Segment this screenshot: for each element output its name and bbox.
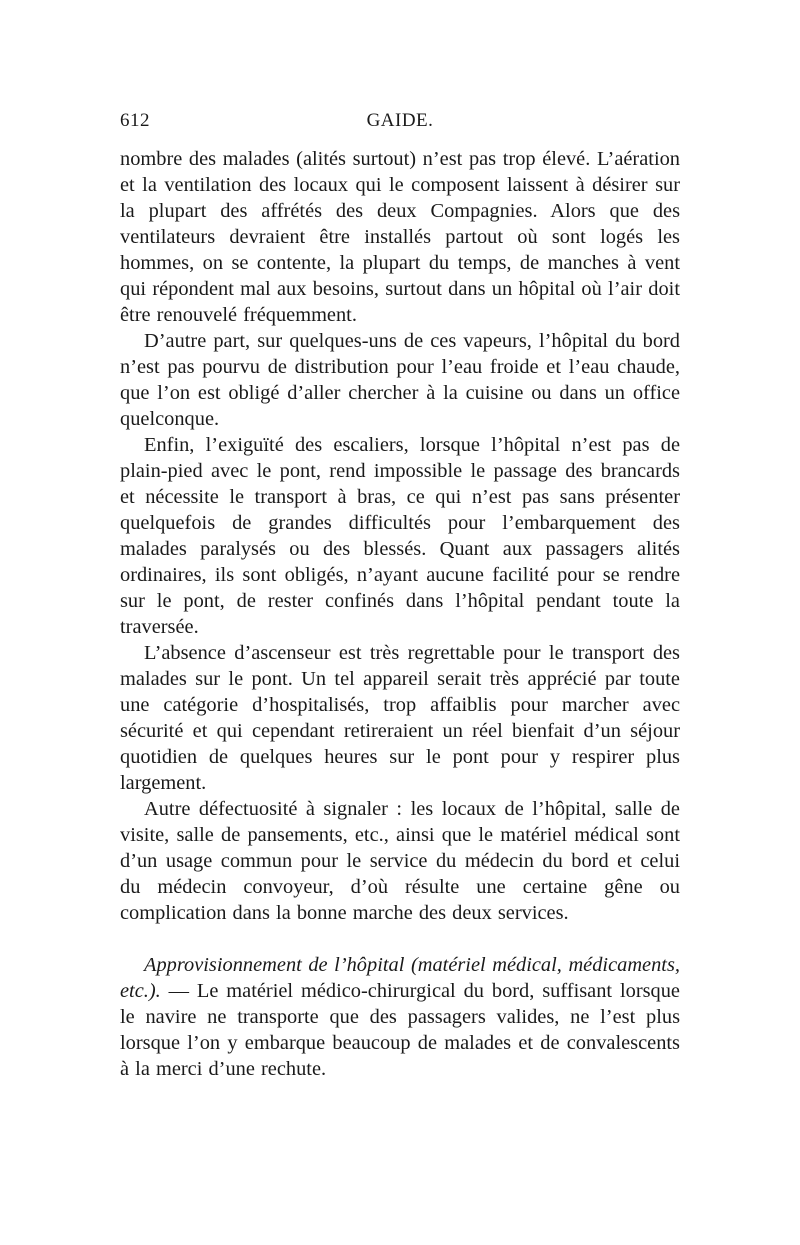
- paragraph-1: nombre des malades (alités surtout) n’est pas trop élevé. L’aération et la ventilation des locaux qui le composent laissent à désirer sur la plupart des affrétés des deux Compagnies. Alors que des ventilateurs devraient être installés partout où sont logés les hommes, on se contente, la plupart du temps, de manches à vent qui répondent mal aux besoins, surtout dans un hôpital où l’air doit être renouvelé fréquemment.: [120, 148, 680, 326]
- page-number: 612: [120, 110, 150, 131]
- paragraph-2: D’autre part, sur quelques-uns de ces vapeurs, l’hôpital du bord n’est pas pourvu de distribution pour l’eau froide et l’eau chaude, que l’on est obligé d’aller chercher à la cuisine ou dans un office quelconque.: [120, 330, 680, 430]
- body-text: [120, 146, 680, 1082]
- running-title: GAIDE.: [366, 110, 434, 131]
- paragraph-3: Enfin, l’exiguïté des escaliers, lorsque l’hôpital n’est pas de plain-pied avec le pont, rend impossible le passage des brancards et nécessite le transport à bras, ce qui n’est pas sans présenter quelquefois de grandes difficultés pour l’embarquement des malades paralysés ou des blessés. Quant aux passagers alités ordinaires, ils sont obligés, n’ayant aucune facilité pour se rendre sur le pont, de rester confinés dans l’hôpital pendant toute la traversée.: [120, 434, 680, 638]
- section-spacer: [120, 926, 680, 952]
- paragraph-4: L’absence d’ascenseur est très regrettable pour le transport des malades sur le pont. Un tel appareil serait très apprécié par toute une catégorie d’hospitalisés, trop affaiblis pour marcher avec sécurité et qui cependant retireraient un réel bienfait d’un séjour quotidien de quelques heures sur le pont pour y respirer plus largement.: [120, 642, 680, 794]
- section-heading: Approvisionnement de l’hôpital (matériel médical, médicaments, etc.).: [120, 954, 680, 1002]
- paragraph-5: Autre défectuosité à signaler : les locaux de l’hôpital, salle de visite, salle de pansements, etc., ainsi que le matériel médical sont d’un usage commun pour le service du médecin du bord et celui du médecin convoyeur, d’où résulte une certaine gêne ou complication dans la bonne marche des deux services.: [120, 798, 680, 924]
- document-page: [120, 110, 680, 1082]
- section-paragraph: [120, 952, 680, 1082]
- section-body: — Le matériel médico-chirurgical du bord, suffisant lorsque le navire ne transporte que des passagers valides, ne l’est plus lorsque l’on y embarque beaucoup de malades et de convalescents à la merci d’une rechute.: [120, 980, 680, 1080]
- running-header: [120, 110, 680, 146]
